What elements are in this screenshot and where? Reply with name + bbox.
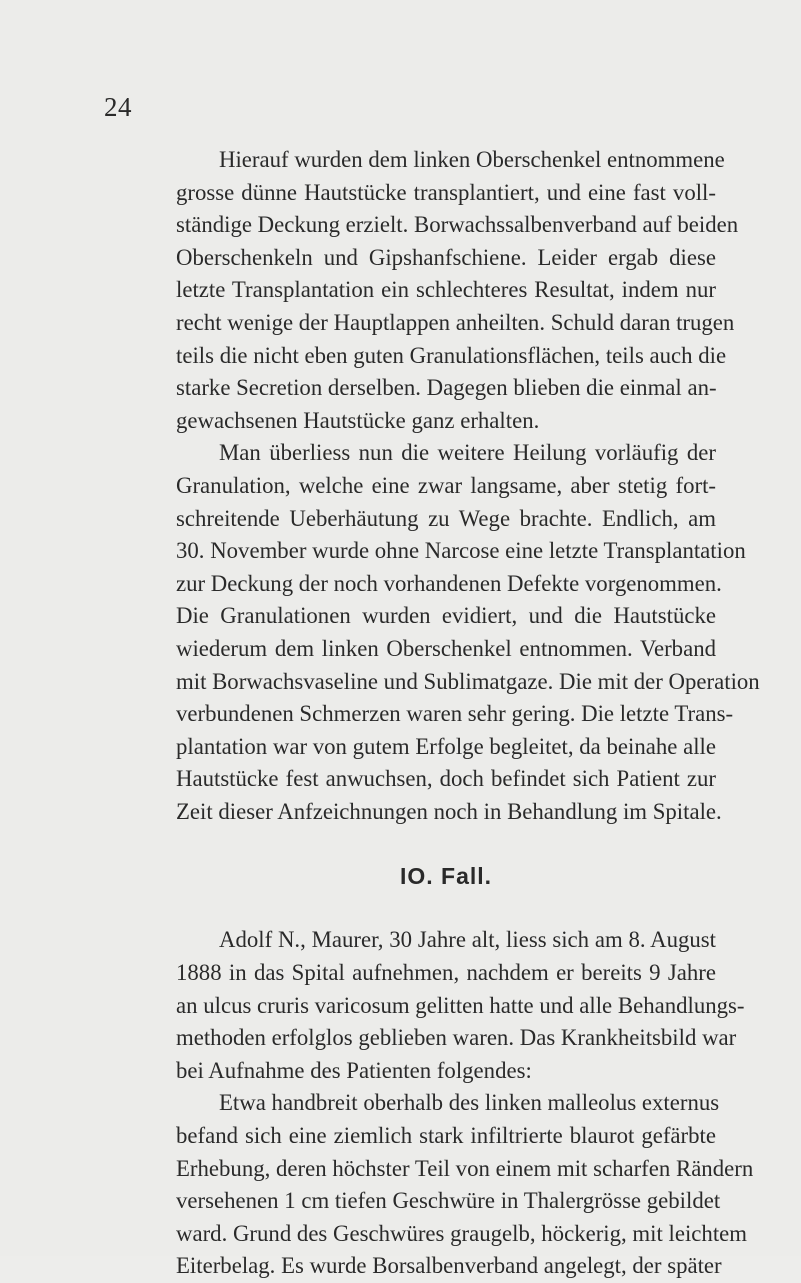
text-line: Etwa handbreit oberhalb des linken malleolus externus	[219, 1090, 720, 1116]
paragraph-transplantation	[176, 144, 739, 437]
text-line: Adolf N., Maurer, 30 Jahre alt, liess sich am 8. August	[219, 927, 716, 953]
text-line: bei Aufnahme des Patienten folgendes:	[176, 1057, 532, 1083]
text-line: gewachsenen Hautstücke ganz erhalten.	[176, 407, 540, 433]
text-line: Die Granulationen wurden evidiert, und die Hautstücke	[176, 603, 716, 629]
text-line: starke Secretion derselben. Dagegen blieben die einmal an-	[176, 375, 717, 401]
text-line: letzte Transplantation ein schlechteres Resultat, indem nur	[176, 277, 716, 303]
text-line: an ulcus cruris varicosum gelitten hatte und alle Behandlungs-	[176, 992, 745, 1018]
text-line: plantation war von gutem Erfolge begleitet, da beinahe alle	[176, 733, 716, 759]
paragraph-case-findings	[176, 1087, 754, 1283]
body-text	[176, 144, 760, 1283]
case-heading: IO. Fall.	[399, 863, 493, 890]
paragraph-case-intro	[176, 924, 745, 1087]
text-line: Hautstücke fest anwuchsen, doch befindet sich Patient zur	[176, 766, 716, 792]
text-line: 30. November wurde ohne Narcose eine letzte Transplantation	[176, 538, 746, 564]
text-line: ward. Grund des Geschwüres graugelb, höckerig, mit leichtem	[176, 1220, 748, 1246]
text-line: wiederum dem linken Oberschenkel entnommen. Verband	[176, 635, 716, 661]
text-line: schreitende Ueberhäutung zu Wege brachte. Endlich, am	[176, 505, 716, 531]
text-line: teils die nicht eben guten Granulationsflächen, teils auch die	[176, 342, 727, 368]
page-number: 24	[104, 92, 132, 122]
text-line: 1888 in das Spital aufnehmen, nachdem er bereits 9 Jahre	[176, 960, 716, 986]
text-line: methoden erfolglos geblieben waren. Das Krankheitsbild war	[176, 1025, 737, 1051]
text-line: Oberschenkeln und Gipshanfschiene. Leider ergab diese	[176, 244, 716, 270]
text-line: Granulation, welche eine zwar langsame, aber stetig fort-	[176, 472, 716, 498]
text-line: zur Deckung der noch vorhandenen Defekte vorgenommen.	[176, 570, 722, 596]
text-line: Man überliess nun die weitere Heilung vorläufig der	[219, 440, 716, 466]
text-line: Erhebung, deren höchster Teil von einem mit scharfen Rändern	[176, 1155, 754, 1181]
text-line: befand sich eine ziemlich stark infiltrierte blaurot gefärbte	[176, 1123, 716, 1149]
text-line: Hierauf wurden dem linken Oberschenkel entnommene	[219, 147, 725, 172]
text-line: ständige Deckung erzielt. Borwachssalbenverband auf beiden	[176, 212, 739, 238]
paragraph-healing	[176, 437, 760, 828]
text-line: Eiterbelag. Es wurde Borsalbenverband angelegt, der später	[176, 1253, 722, 1279]
text-line: recht wenige der Hauptlappen anheilten. Schuld daran trugen	[176, 309, 735, 335]
text-line: Zeit dieser Anfzeichnungen noch in Behandlung im Spitale.	[176, 798, 722, 824]
text-line: verbundenen Schmerzen waren sehr gering. Die letzte Trans-	[176, 701, 734, 727]
text-line: grosse dünne Hautstücke transplantiert, und eine fast voll-	[176, 179, 716, 205]
text-line: mit Borwachsvaseline und Sublimatgaze. Die mit der Operation	[176, 668, 760, 694]
text-line: versehenen 1 cm tiefen Geschwüre in Thalergrösse gebildet	[176, 1188, 721, 1214]
